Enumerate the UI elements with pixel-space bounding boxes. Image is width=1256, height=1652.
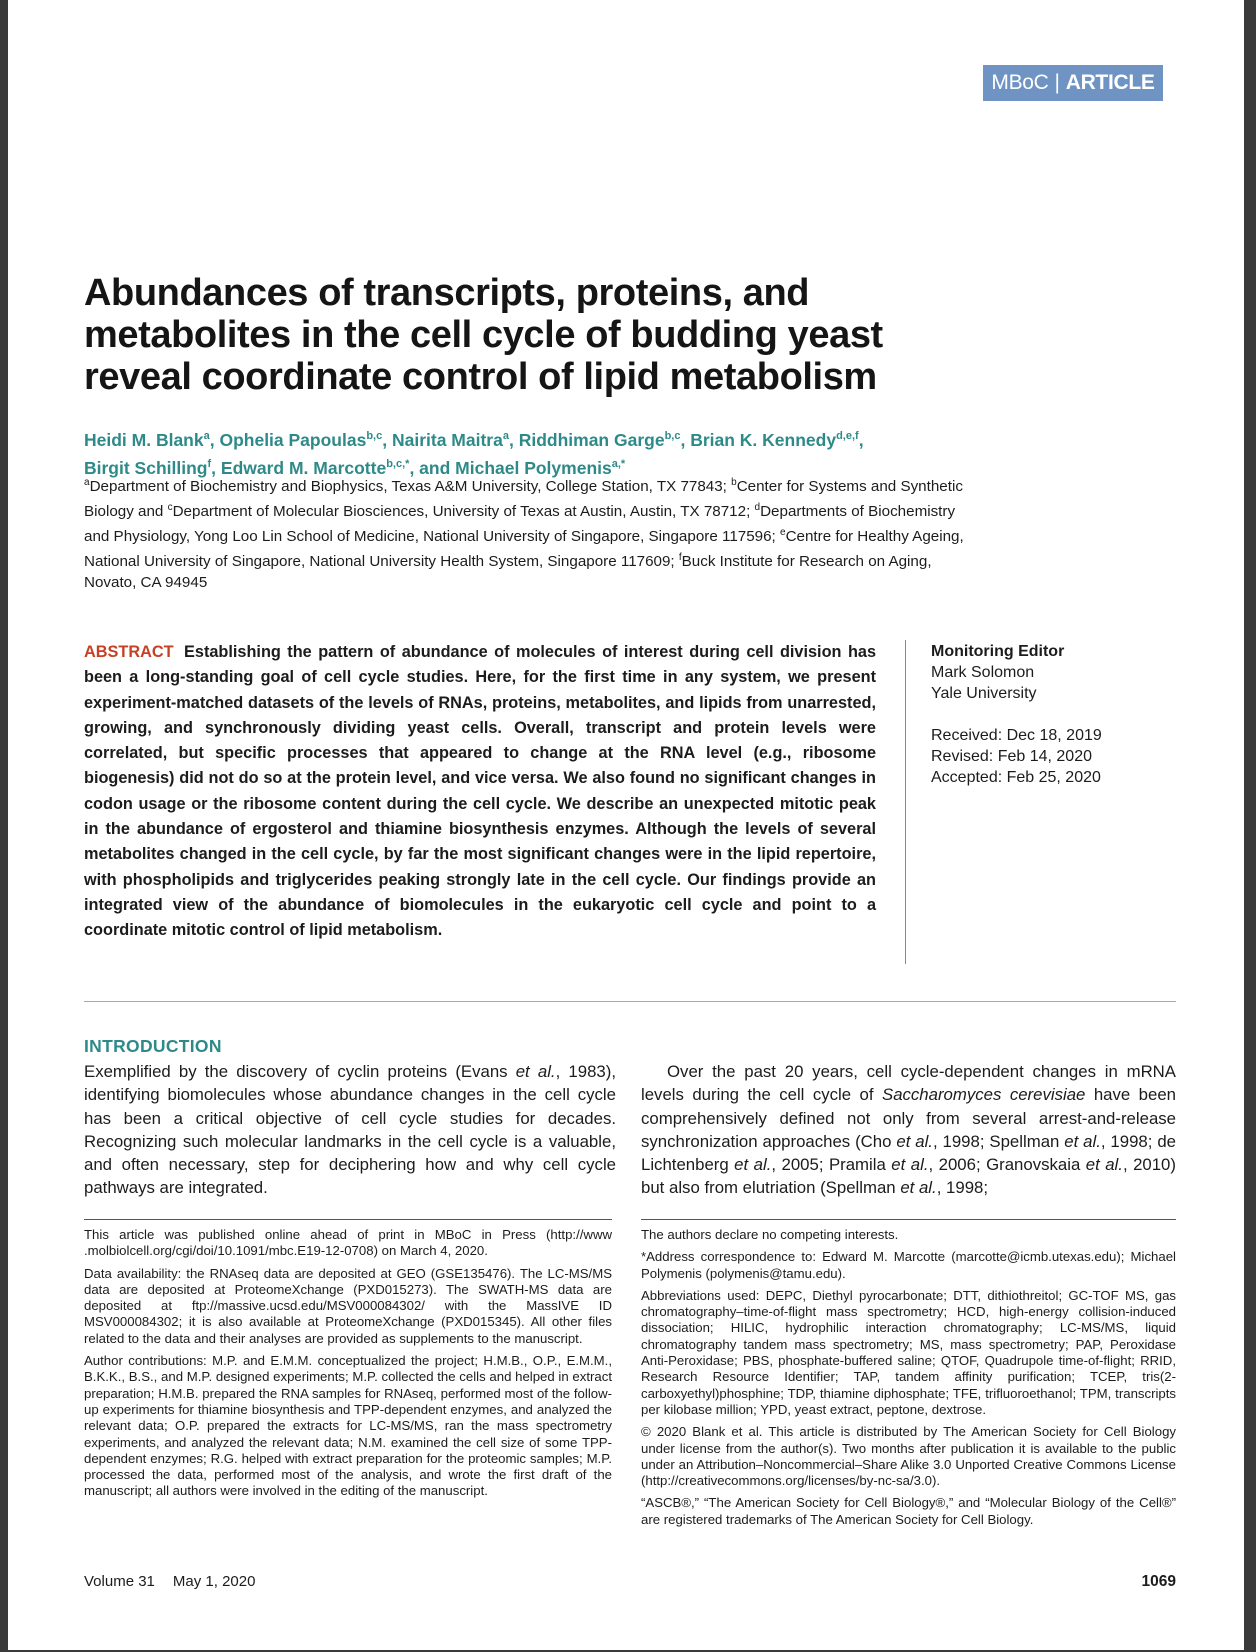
journal-section-tag [983,65,1163,101]
italic-run: et al. [515,1062,556,1081]
author-affiliation-mark: d,e,f [836,430,859,442]
section-divider [84,1001,1176,1002]
italic-run: et al. [891,1155,929,1175]
italic-run: et al. [1085,1155,1123,1175]
italic-run: et al. [896,1131,933,1151]
intro-paragraph-left [84,1060,616,1200]
submission-dates [931,725,1171,788]
affiliation-text: Department of Molecular Biosciences, University of Texas at Austin, Austin, TX 78712; [172,503,755,521]
column-divider [905,640,906,964]
affiliation-text: Department of Biochemistry and Biophysics, Texas A&M University, College Station, TX 77843; [89,478,732,496]
text-run: , 2005; Pramila [771,1155,892,1175]
author-affiliation-mark: a,* [611,457,626,470]
author-name: Birgit Schilling [84,457,208,478]
affiliation-mark: b [731,477,737,488]
accepted-date: Accepted: Feb 25, 2020 [931,769,1101,786]
affiliation-text: Center for Systems and Synthetic Biology and [84,478,963,521]
affiliation-mark: f [678,552,682,564]
author-affiliation-mark: f [207,457,212,470]
footnotes-right [641,1227,1176,1534]
text-run: Exemplified by the discovery of cyclin proteins (Evans [84,1062,516,1081]
footnote: The authors declare no competing interests. [641,1227,899,1242]
volume-number: Volume 31 [84,1573,155,1590]
footnote: This article was published online ahead of print in MBoC in Press (http://www .molbiolcell.org/cgi/doi/10.1091/mbc.E19-12-0708) on March 4, 2020. [84,1227,612,1259]
section-name: ARTICLE [1065,71,1155,94]
page-number: 1069 [1141,1573,1176,1590]
text-run: , 1998; Spellman [932,1131,1065,1151]
text-run: , 1983), identifying biomolecules whose abundance changes in the cell cycle has been a critical objective of cell cycle studies for decades. Recognizing such molecular landmarks in the cell cycle is a valuable, and often necessary, step for deciphering how and why cell cycle pathways are integrated. [84,1062,616,1198]
text-run: , 1998; de Lichtenberg [641,1131,1176,1175]
footnote: © 2020 Blank et al. This article is distributed by The American Society for Cell Biology under license from the author(s). Two months after publication it is available to the public under an Attribution–Noncommercial–Share Alike 3.0 Unported Creative Commons License (http://creativecommons.org/licenses/by-nc-sa/3.0). [641,1424,1176,1489]
footnotes-left [84,1227,612,1506]
editor-institution: Yale University [931,685,1037,702]
editor-name: Mark Solomon [931,664,1035,681]
author-affiliation-mark: b,c,* [386,457,410,470]
text-run: , 1998; [936,1178,989,1198]
footnote: Data availability: the RNAseq data are deposited at GEO (GSE135476). The LC-MS/MS data are deposited at ProteomeXchange (PXD015273). The SWATH-MS data are deposited at ftp://massive.ucsd.edu/MSV000084302/ with the MassIVE ID MSV000084302; it is also available at ProteomeXchange (PXD015345). All other files related to the data and their analyses are provided as supplements to the manuscript. [84,1265,612,1346]
author-name: Michael Polymenis [455,457,612,478]
affiliation-text: Buck Institute for Research on Aging, Novato, CA 94945 [84,553,932,592]
italic-run: et al. [1064,1131,1101,1151]
received-date: Received: Dec 18, 2019 [931,727,1102,744]
footnote: “ASCB®,” “The American Society for Cell Biology®,” and “Molecular Biology of the Cell®” are registered trademarks of The American Society for Cell Biology. [641,1495,1176,1527]
monitoring-editor-label: Monitoring Editor [931,643,1065,660]
issue-date: May 1, 2020 [172,1573,256,1590]
footnote: Author contributions: M.P. and E.M.M. conceptualized the project; H.M.B., O.P., E.M.M., B.K.K., B.S., and M.P. designed experiments; M.P. collected the cells and helped in extract preparation; H.M.B. prepared the RNA samples for RNAseq, performed most of the follow-up experiments for thiamine biosynthesis and TPP-dependent enzymes, and analyzed the relevant data; O.P. prepared the extracts for LC-MS/MS, ran the mass spectrometry experiments, and analyzed the relevant data; N.M. examined the cell size of some TPP-dependent enzymes; R.G. helped with extract preparation for the proteomic samples; M.P. processed the data, performed most of the analysis, and wrote the first draft of the manuscript; all authors were involved in the editing of the manuscript. [84,1353,612,1499]
abstract-text: Establishing the pattern of abundance of molecules of interest during cell division has been a long-standing goal of cell cycle studies. Here, for the first time in any system, we present experiment-matched datasets of the levels of RNAs, proteins, metabolites, and lipids from unarrested, growing, and synchronously dividing yeast cells. Overall, transcript and protein levels were correlated, but specific processes that appeared to change at the RNA level (e.g., ribosome biogenesis) did not do so at the protein level, and vice versa. We also found no significant changes in codon usage or the ribosome content during the cell cycle. We describe an unexpected mitotic peak in the abundance of ergosterol and thiamine biosynthesis enzymes. Although the levels of several metabolites changed in the cell cycle, by far the most significant changes were in the lipid repertoire, with phospholipids and triglycerides peaking strongly late in the cell cycle. Our findings provide an integrated view of the abundance of biomolecules in the eukaryotic cell cycle and point to a coordinate mitotic control of lipid metabolism. [84,643,876,940]
abstract [84,640,876,944]
article-title: Abundances of transcripts, proteins, and metabolites in the cell cycle of budding yeast reveal coordinate control of lipid metabolism [84,272,883,398]
author-name: Riddhiman Garge [518,429,665,450]
introduction-heading: INTRODUCTION [84,1036,222,1056]
author-affiliation-mark: b,c [664,430,681,442]
italic-run: et al. [734,1155,772,1175]
revised-date: Revised: Feb 14, 2020 [931,748,1092,765]
affiliation-text: Centre for Healthy Ageing, National University of Singapore, National University Health System, Singapore 117609; [84,528,964,571]
author-list: Heidi M. Blank$^a$, Ophelia Papoulas$^{b,c}$, Nairita Maitra$^a$, Riddhiman Garge$^{b,c}$, Brian K. Kennedy$^{d,e,f}$, Birgit Schilling$^f$, Edward M. Marcotte$^{b,c,*}$, and Michael Polymenis$^{a,*}$ [84,429,864,478]
italic-run: et al. [900,1178,937,1198]
text-run: , 2010) but also from elutriation (Spellman [641,1155,1176,1198]
affiliation-list [84,472,984,593]
text-run: , 2006; Granovskaia [928,1155,1086,1175]
text-run: Over the past 20 years, cell cycle-dependent changes in mRNA levels during the cell cycle of [641,1062,1176,1105]
affiliation-mark: d [754,502,761,514]
author-affiliation-mark: a [203,430,210,442]
footnote: *Address correspondence to: Edward M. Marcotte (marcotte@icmb.utexas.edu); Michael Polymenis (polymenis@tamu.edu). [641,1249,1176,1281]
author-name: Heidi M. Blank [84,429,204,450]
author-name: Edward M. Marcotte [220,457,387,478]
author-name: Brian K. Kennedy [690,429,837,450]
tag-separator: | [1054,71,1060,94]
footnote: Abbreviations used: DEPC, Diethyl pyrocarbonate; DTT, dithiothreitol; GC-TOF MS, gas chromatography–time-of-flight mass spectrometry; HCD, high-energy collision-induced dissociation; HILIC, hydrophilic interaction chromatography; LC-MS/MS, liquid chromatography tandem mass spectrometry; MS, mass spectrometry; PAP, Peroxidase Anti-Peroxidase; PBS, phosphate-buffered saline; QTOF, Quadrupole time-of-flight; RRID, Research Resource Identifier; TAP, tandem affinity purification; TCEP, tris(2-carboxyethyl)phosphine; TDP, thiamine diphosphate; TFE, trifluoroethanol; TPM, transcripts per kilobase million; YPD, yeast extract, peptone, dextrose. [641,1287,1176,1417]
affiliation-text: Departments of Biochemistry and Physiology, Yong Loo Lin School of Medicine, National University of Singapore, Singapore 117596; [84,503,956,546]
journal-name: MBoC [991,71,1049,94]
author-affiliation-mark: a [502,430,509,442]
editor-box [931,641,1171,788]
intro-paragraph-right [641,1060,1176,1200]
author-name: Nairita Maitra [391,429,503,450]
abstract-label: ABSTRACT [84,643,174,661]
affiliation-mark: a [84,477,90,488]
footnote-rule-right [641,1219,1176,1220]
author-affiliation-mark: b,c [366,430,383,442]
affiliation-mark: c [167,502,173,514]
author-name: Ophelia Papoulas [219,429,367,450]
journal-page [8,0,1244,1650]
footnote-rule-left [84,1219,612,1220]
text-run: have been comprehensively defined not only from several arrest-and-release synchronization approaches (Cho [641,1085,1177,1151]
affiliation-mark: e [780,527,786,539]
italic-run: Saccharomyces cerevisiae [882,1085,1086,1105]
volume-info [84,1573,255,1590]
